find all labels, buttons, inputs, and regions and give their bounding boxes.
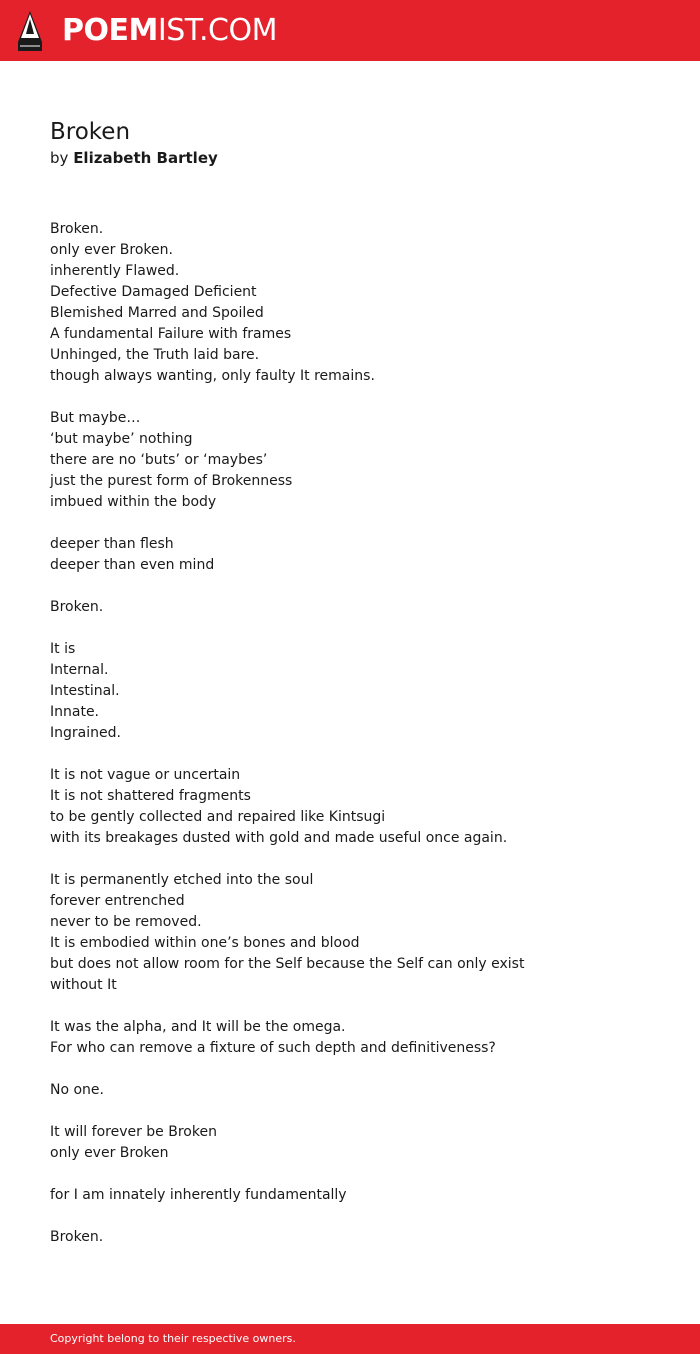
poem-stanza [50, 534, 670, 576]
site-logo[interactable] [62, 12, 277, 50]
poem-line: Broken. [50, 599, 104, 615]
poem-line: to be gently collected and repaired like Kintsugi [50, 809, 386, 825]
poem-line: imbued within the body [50, 494, 217, 510]
poem-line: never to be removed. [50, 914, 202, 930]
poem-line: ‘but maybe’ nothing [50, 431, 193, 447]
poem-line: A fundamental Failure with frames [50, 326, 292, 342]
poem-line: It was the alpha, and It will be the omega. [50, 1019, 346, 1035]
poem-line: Internal. [50, 662, 109, 678]
poem-line: though always wanting, only faulty It remains. [50, 368, 375, 384]
logo-bold-text: POEM [62, 13, 158, 48]
poem-stanza [50, 639, 670, 744]
poem-line: It is permanently etched into the soul [50, 872, 314, 888]
site-footer [0, 1324, 700, 1354]
poem-line: It is [50, 641, 76, 657]
poem-line: deeper than even mind [50, 557, 215, 573]
poem-stanza [50, 1227, 670, 1248]
poem-line: For who can remove a fixture of such depth and definitiveness? [50, 1040, 496, 1056]
poem-stanza [50, 1185, 670, 1206]
author-name: Elizabeth Bartley [73, 149, 218, 167]
poem-line: Defective Damaged Deficient [50, 284, 257, 300]
poem-line: But maybe… [50, 410, 141, 426]
site-header [0, 0, 700, 61]
poem-stanza [50, 1017, 670, 1059]
logo-light-text: IST.COM [157, 13, 277, 48]
poem-line: Broken. [50, 221, 104, 237]
poem-stanza [50, 765, 670, 849]
poem-stanza [50, 1080, 670, 1101]
poem-line: It is embodied within one’s bones and blood [50, 935, 360, 951]
poem-line: Innate. [50, 704, 100, 720]
poem-line: inherently Flawed. [50, 263, 180, 279]
poem-line: only ever Broken. [50, 242, 173, 258]
poem-line: with its breakages dusted with gold and made useful once again. [50, 830, 508, 846]
copyright-text: Copyright belong to their respective owners. [50, 1332, 296, 1345]
poem-line: Broken. [50, 1229, 104, 1245]
poem-line: without It [50, 977, 117, 993]
by-label: by [50, 149, 69, 167]
poem-title: Broken [50, 119, 131, 145]
poem-line: deeper than flesh [50, 536, 174, 552]
poem-line: only ever Broken [50, 1145, 169, 1161]
byline [50, 148, 218, 169]
poem-stanza [50, 408, 670, 513]
poem-stanza [50, 219, 670, 387]
poem-line: Intestinal. [50, 683, 120, 699]
pen-nib-icon[interactable] [17, 10, 43, 52]
poem-line: Blemished Marred and Spoiled [50, 305, 264, 321]
poem-line: but does not allow room for the Self because the Self can only exist [50, 956, 525, 972]
poem-line: Ingrained. [50, 725, 121, 741]
poem-stanza [50, 870, 670, 996]
poem-line: It will forever be Broken [50, 1124, 217, 1140]
poem-body [50, 219, 670, 1248]
poem-line: for I am innately inherently fundamentally [50, 1187, 347, 1203]
poem-line: forever entrenched [50, 893, 185, 909]
poem-line: just the purest form of Brokenness [50, 473, 293, 489]
poem-stanza [50, 597, 670, 618]
poem-line: It is not shattered fragments [50, 788, 251, 804]
poem-line: Unhinged, the Truth laid bare. [50, 347, 260, 363]
poem-line: there are no ‘buts’ or ‘maybes’ [50, 452, 268, 468]
poem-line: No one. [50, 1082, 104, 1098]
poem-line: It is not vague or uncertain [50, 767, 241, 783]
poem-stanza [50, 1122, 670, 1164]
